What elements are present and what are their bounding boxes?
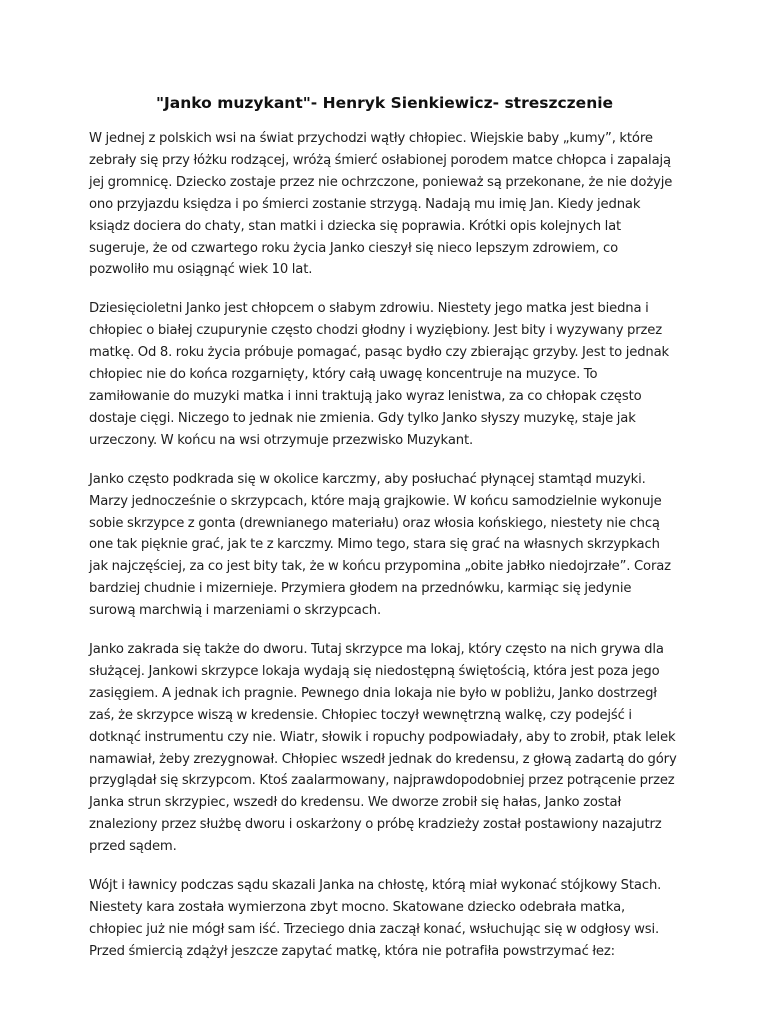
paragraph-4: Janko zakrada się także do dworu. Tutaj skrzypce ma lokaj, który często na nich grywa dla służącej. Jankowi skrzypce lokaja wydają się niedostępną świętością, która jest poza jego zasięgiem. A jednak ich pragnie. Pewnego dnia lokaja nie było w pobliżu, Janko dostrzegł zaś, że skrzypce wiszą w kredensie. Chłopiec toczył wewnętrzną walkę, czy podejść i dotknąć instrumentu czy nie. Wiatr, słowik i ropuchy podpowiadały, aby to zrobił, ptak lelek namawiał, żeby zrezygnował. Chłopiec wszedł jednak do kredensu, z głową zadartą do góry przyglądał się skrzypcom. Ktoś zaalarmowany, najprawdopodobniej przez potrącenie przez Janka strun skrzypiec, wszedł do kredensu. We dworze zrobił się hałas, Janko został znaleziony przez służbę dworu i oskarżony o próbę kradzieży został postawiony nazajutrz przed sądem. [89,642,677,855]
paragraph-1: W jednej z polskich wsi na świat przychodzi wątły chłopiec. Wiejskie baby „kumy”, które zebrały się przy łóżku rodzącej, wróżą śmierć osłabionej porodem matce chłopca i zapalają jej gromnicę. Dziecko zostaje przez nie ochrzczone, ponieważ są przekonane, że nie dożyje ono przyjazdu księdza i po śmierci zostanie strzygą. Nadają mu imię Jan. Kiedy jednak ksiądz dociera do chaty, stan matki i dziecka się poprawia. Krótki opis kolejnych lat sugeruje, że od czwartego roku życia Janko cieszył się nieco lepszym zdrowiem, co pozwoliło mu osiągnąć wiek 10 lat. [89,131,673,278]
paragraph-3: Janko często podkrada się w okolice karczmy, aby posłuchać płynącej stamtąd muzyki. Marzy jednocześnie o skrzypcach, które mają grajkowie. W końcu samodzielnie wykonuje sobie skrzypce z gonta (drewnianego materiału) oraz włosia końskiego, niestety nie chcą one tak pięknie grać, jak te z karczmy. Mimo tego, stara się grać na własnych skrzypkach jak najczęściej, za co jest bity tak, że w końcu przypomina „obite jabłko niedojrzałe”. Coraz bardziej chudnie i mizernieje. Przymiera głodem na przednówku, karmiąc się jedynie surową marchwią i marzeniami o skrzypcach. [89,471,671,619]
paragraph-5: Wójt i ławnicy podczas sądu skazali Janka na chłostę, którą miał wykonać stójkowy Stach. Niestety kara została wymierzona zbyt mocno. Skatowane dziecko odebrała matka, chłopiec już nie mógł sam iść. Trzeciego dnia zaczął konać, wsłuchując się w odgłosy wsi. Przed śmiercią zdążył jeszcze zapytać matkę, która nie potrafiła powstrzymać łez: [89,878,662,959]
paragraph-2: Dziesięcioletni Janko jest chłopcem o słabym zdrowiu. Niestety jego matka jest biedna i chłopiec o białej czupurynie często chodzi głodny i wyziębiony. Jest bity i wyzywany przez matkę. Od 8. roku życia próbuje pomagać, pasąc bydło czy zbierając grzyby. Jest to jednak chłopiec nie do końca rozgarnięty, który całą uwagę koncentruje na muzyce. To zamiłowanie do muzyki matka i inni traktują jako wyraz lenistwa, za co chłopak często dostaje cięgi. Niczego to jednak nie zmienia. Gdy tylko Janko słyszy muzykę, staje jak urzeczony. W końcu na wsi otrzymuje przezwisko Muzykant. [89,301,670,448]
document-title: "Janko muzykant"- Henryk Sienkiewicz- streszczenie [155,94,614,112]
